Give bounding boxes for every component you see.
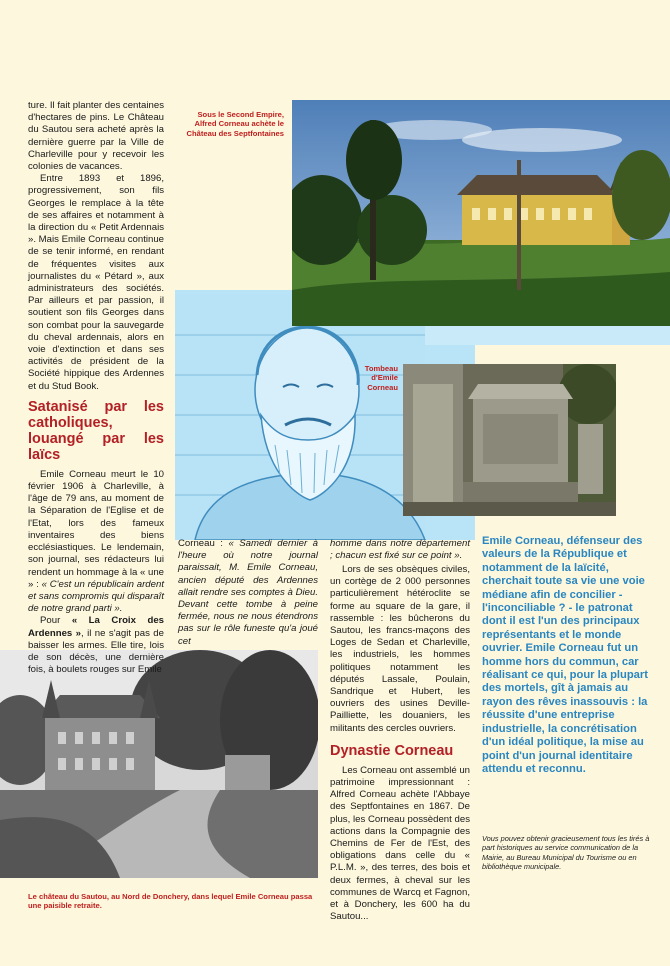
caption-tombeau: Tombeau d'Emile Corneau <box>364 364 398 392</box>
paragraph-georges: Entre 1893 et 1896, progressivement, son fils Georges le remplace à la tête de ses affaires et notamment à la direction du « Petit Ardennais ». Mais Emile Corneau continue de se tenir informé, en rendant de fréquentes visites aux journalistes du « Pétard », aux administrateurs des sociétés. Par ailleurs et par passion, il soutient son fils Georges dans son combat pour la sauvegarde du cheval ardennais, alors en voie d'extinction et dans ses activités de président de la Société hippique des Ardennes et du Stud Book. <box>28 173 164 392</box>
quote-lead: Corneau : <box>178 538 229 549</box>
blue-band-right <box>385 325 670 345</box>
la-croix-text: , il ne s'agit pas de baisser les armes. Elle tire, lois de son décès, une dernière fois, à boulets rouges sur Emile <box>28 627 164 676</box>
la-croix-lead: Pour <box>40 615 72 627</box>
quote-column-2 <box>330 538 470 562</box>
sidebar-summary: Emile Corneau, défenseur des valeurs de la République et notamment de la laïcité, cherchait toute sa vie une voie médiane afin de concilier - l'inconciliable ? - le patronat dont il est l'un des principaux représentants et le monde ouvrier. Emile Corneau fut un homme hors du commun, car réalisant ce qui, pour la plupart des mortels, gît à jamais au rayon des rêves inassouvis : la réussite d'une entreprise industrielle, la concrétisation d'un idéal politique, la mise au point d'un journal identitaire attendu et reconnu. <box>482 535 648 775</box>
section-heading-satanise: Satanisé par les catholiques, louangé par les laïcs <box>28 398 164 463</box>
la-croix-title: « La Croix des Ardennes » <box>28 615 164 639</box>
death-quote: « C'est un républicain ardent et sans compromis qui disparaît de notre grand parti ». <box>28 578 164 615</box>
quote-italic-2: homme dans notre département ; chacun est fixé sur ce point ». <box>330 538 470 562</box>
center-column <box>330 564 470 923</box>
section-heading-dynastie: Dynastie Corneau <box>330 742 454 759</box>
paragraph-patrimoine: Les Corneau ont assemblé un patrimoine impressionnant : Alfred Corneau achète l'Abbaye des Septfontaines en 1867. De plus, les Corneau possèdent des actions dans la Compagnie des Chemins de Fer de l'Est, des obligations dans celle du « P.L.M. », des terres, des bois et deux fermes, à cheval sur les communes de Warcq et Fagnon, et à Donchery, les 600 ha du Sautou... <box>330 764 470 923</box>
photo-chateau-septfontaines <box>292 100 670 326</box>
paragraph-death <box>28 469 164 615</box>
death-text: Emile Corneau meurt le 10 février 1906 à Charleville, à l'âge de 79 ans, au moment de la Séparation de l'Eglise et de l'Etat, lors des fameux inventaires des biens ecclésiastiques. Le lendemain, son journal, ses rédacteurs lui rendent un hommage à la « une » : <box>28 468 165 590</box>
paragraph-obseques: Lors de ses obsèques civiles, un cortège de 2 000 personnes particulièrement hétéroclite se forme au square de la gare, il rassemble : les bûcherons du Sautou, les francs-maçons des Loges de Sedan et Charleville, les industriels, les hommes politiques notamment les députés Lassale, Poulain, Sandrique et Hubert, les ouvriers des usines Deville-Pailliette, les douaniers, les militants des cercles ouvriers. <box>330 564 470 734</box>
quote-column-1 <box>178 538 318 648</box>
credit-note: Vous pouvez obtenir gracieusement tous les tirés à part historiques au service communication de la Mairie, au Bureau Municipal du Tourisme ou en bibliothèque municipale. <box>482 834 650 872</box>
paragraph-intro: ture. Il fait planter des centaines d'hectares de pins. Le Château du Sautou sera acheté après la dernière guerre par la Ville de Charleville pour y recevoir les colonies de vacances. <box>28 100 164 173</box>
caption-chateau-septfontaines: Sous le Second Empire, Alfred Corneau achète le Château des Septfontaines <box>186 110 284 138</box>
photo-chateau-sautou <box>0 650 318 878</box>
quote-italic-1: « Samedi dernier à l'heure où notre journal paraissait, M. Emile Corneau, ancien député des Ardennes allait rendre ses comptes à Dieu. Devant cette tombe à peine fermée, nous ne nous étendrons pas sur le rôle funeste qu'a joué cet <box>178 538 318 647</box>
photo-tombeau <box>403 364 616 516</box>
left-column <box>28 100 164 676</box>
caption-chateau-sautou: Le château du Sautou, au Nord de Donchery, dans lequel Emile Corneau passa une paisible retraite. <box>28 892 313 911</box>
portrait-emile-corneau <box>175 295 425 540</box>
paragraph-la-croix <box>28 615 164 676</box>
